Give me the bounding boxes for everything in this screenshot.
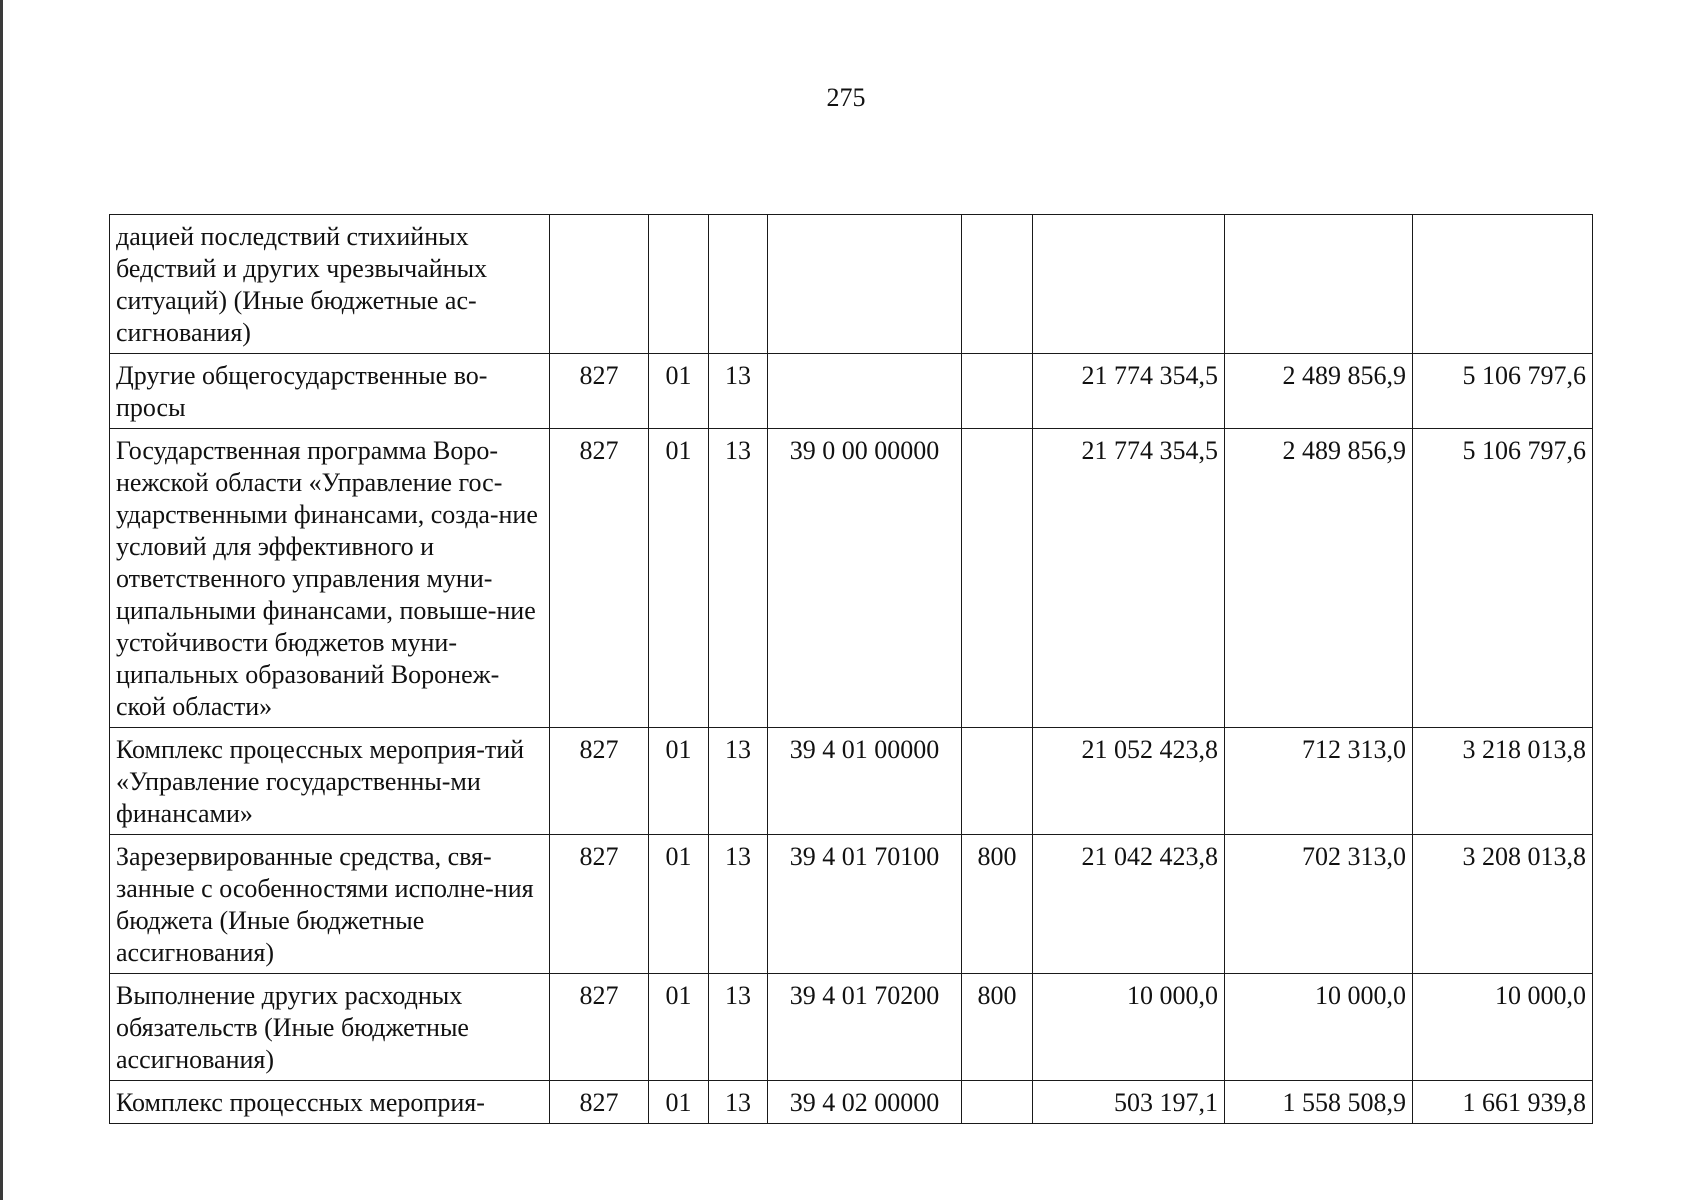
grbs-cell: 827 [550,974,649,1081]
target-article-cell [768,354,962,429]
amount-year2-cell: 2 489 856,9 [1225,354,1413,429]
section-cell [649,215,709,354]
subsection-cell: 13 [709,354,768,429]
subsection-cell [709,215,768,354]
scan-edge-line [0,0,3,1200]
subsection-cell: 13 [709,728,768,835]
amount-year3-cell: 3 218 013,8 [1413,728,1593,835]
budget-table [109,214,1593,1124]
grbs-cell: 827 [550,728,649,835]
section-cell: 01 [649,835,709,974]
amount-year2-cell: 702 313,0 [1225,835,1413,974]
amount-year2-cell: 2 489 856,9 [1225,429,1413,728]
grbs-cell: 827 [550,354,649,429]
section-cell: 01 [649,974,709,1081]
row-name: дацией последствий стихийных бедствий и других чрезвычайных ситуаций) (Иные бюджетные ас-сигнования) [110,215,550,354]
table-row [110,354,1593,429]
amount-year1-cell: 21 052 423,8 [1033,728,1225,835]
subsection-cell: 13 [709,1081,768,1124]
amount-year1-cell [1033,215,1225,354]
amount-year3-cell [1413,215,1593,354]
target-article-cell: 39 4 01 00000 [768,728,962,835]
table-row [110,835,1593,974]
row-name: Государственная программа Воро-нежской области «Управление гос-ударственными финансами, созда-ние условий для эффективного и ответственного управления муни-ципальными финансами, повыше-ние устойчивости бюджетов муни-ципальных образований Воронеж-ской области» [110,429,550,728]
amount-year2-cell [1225,215,1413,354]
amount-year1-cell: 21 774 354,5 [1033,354,1225,429]
target-article-cell: 39 4 01 70200 [768,974,962,1081]
amount-year2-cell: 1 558 508,9 [1225,1081,1413,1124]
amount-year3-cell: 5 106 797,6 [1413,354,1593,429]
section-cell: 01 [649,429,709,728]
table-row [110,215,1593,354]
row-name: Комплекс процессных мероприя-тий «Управление государственны-ми финансами» [110,728,550,835]
section-cell: 01 [649,728,709,835]
amount-year1-cell: 21 774 354,5 [1033,429,1225,728]
expense-type-cell: 800 [962,835,1033,974]
section-cell: 01 [649,354,709,429]
table-row [110,1081,1593,1124]
amount-year2-cell: 712 313,0 [1225,728,1413,835]
subsection-cell: 13 [709,429,768,728]
page-number: 275 [826,83,866,112]
grbs-cell: 827 [550,429,649,728]
grbs-cell [550,215,649,354]
amount-year3-cell: 3 208 013,8 [1413,835,1593,974]
amount-year1-cell: 503 197,1 [1033,1081,1225,1124]
row-name: Другие общегосударственные во-просы [110,354,550,429]
target-article-cell: 39 0 00 00000 [768,429,962,728]
expense-type-cell [962,728,1033,835]
subsection-cell: 13 [709,835,768,974]
row-name: Зарезервированные средства, свя-занные с особенностями исполне-ния бюджета (Иные бюджетные ассигнования) [110,835,550,974]
expense-type-cell [962,429,1033,728]
amount-year1-cell: 10 000,0 [1033,974,1225,1081]
expense-type-cell [962,1081,1033,1124]
amount-year3-cell: 5 106 797,6 [1413,429,1593,728]
row-name: Комплекс процессных мероприя- [110,1081,550,1124]
table-row [110,728,1593,835]
amount-year3-cell: 1 661 939,8 [1413,1081,1593,1124]
target-article-cell: 39 4 01 70100 [768,835,962,974]
expense-type-cell [962,354,1033,429]
grbs-cell: 827 [550,1081,649,1124]
table-row [110,974,1593,1081]
section-cell: 01 [649,1081,709,1124]
expense-type-cell [962,215,1033,354]
target-article-cell: 39 4 02 00000 [768,1081,962,1124]
amount-year3-cell: 10 000,0 [1413,974,1593,1081]
amount-year2-cell: 10 000,0 [1225,974,1413,1081]
subsection-cell: 13 [709,974,768,1081]
row-name: Выполнение других расходных обязательств (Иные бюджетные ассигнования) [110,974,550,1081]
target-article-cell [768,215,962,354]
grbs-cell: 827 [550,835,649,974]
amount-year1-cell: 21 042 423,8 [1033,835,1225,974]
expense-type-cell: 800 [962,974,1033,1081]
table-row [110,429,1593,728]
